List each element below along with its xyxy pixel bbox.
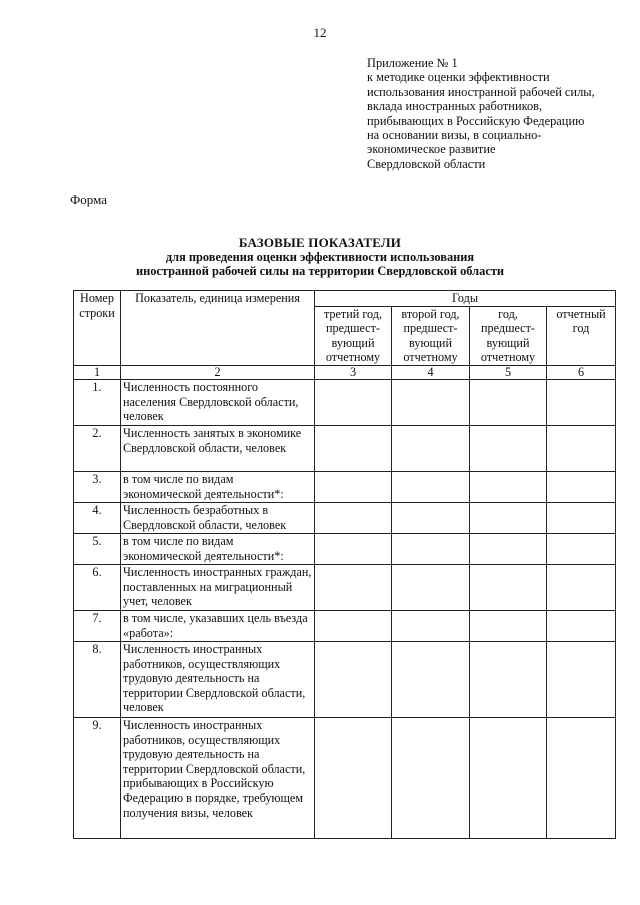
row-label: Численность безработных в Свердловской области, человек [121,502,315,533]
row-number: 3. [74,471,121,502]
table-row [74,379,616,425]
row-label: Численность занятых в экономике Свердловской области, человек [121,425,315,471]
value-cell [315,641,392,717]
row-label: Численность иностранных работников, осуществляющих трудовую деятельность на территории Свердловской области, человек [121,641,315,717]
table-row [74,425,616,471]
table-row [74,502,616,533]
appendix-line: прибывающих в Российскую Федерацию [367,113,585,128]
column-number: 4 [392,365,470,379]
appendix-line: вклада иностранных работников, [367,99,543,114]
value-cell [470,471,547,502]
row-number: 7. [74,610,121,641]
row-label: в том числе по видам экономической деятельности*: [121,471,315,502]
value-cell [547,533,616,564]
row-label: в том числе по видам экономической деятельности*: [121,533,315,564]
value-cell [392,425,470,471]
page-number: 12 [313,25,327,40]
appendix-line: Приложение № 1 [367,56,458,70]
form-label: Форма [70,192,107,207]
header-row [74,291,616,307]
appendix-note [367,56,627,171]
value-cell [470,717,547,838]
header-row-number: Номер строки [74,291,121,366]
value-cell [315,717,392,838]
value-cell [470,564,547,610]
value-cell [470,502,547,533]
row-number: 2. [74,425,121,471]
column-number: 5 [470,365,547,379]
value-cell [392,502,470,533]
value-cell [547,379,616,425]
column-number: 3 [315,365,392,379]
value-cell [315,425,392,471]
appendix-line: к методике оценки эффективности [367,70,550,85]
value-cell [547,610,616,641]
value-cell [315,502,392,533]
row-number: 8. [74,641,121,717]
row-label: Численность постоянного населения Свердловской области, человек [121,379,315,425]
table-row [74,641,616,717]
appendix-line: на основании визы, в социально- [367,128,542,143]
table-row [74,717,616,838]
value-cell [470,610,547,641]
value-cell [470,641,547,717]
appendix-line: использования иностранной рабочей силы, [367,84,595,99]
row-number: 1. [74,379,121,425]
header-indicator: Показатель, единица измерения [121,291,315,366]
column-number: 2 [121,365,315,379]
row-label: в том числе, указавших цель въезда «работа»: [121,610,315,641]
value-cell [315,379,392,425]
value-cell [547,717,616,838]
value-cell [392,641,470,717]
row-number: 4. [74,502,121,533]
appendix-line: Свердловской области [367,156,486,171]
value-cell [392,564,470,610]
value-cell [392,471,470,502]
table-row [74,610,616,641]
header-year-3-prior: третий год, предшест- вующий отчетному [315,306,392,365]
column-number-row [74,365,616,379]
value-cell [547,502,616,533]
value-cell [392,717,470,838]
value-cell [315,564,392,610]
title-main: БАЗОВЫЕ ПОКАЗАТЕЛИ [238,235,402,250]
header-reporting-year: отчетный год [547,306,616,365]
value-cell [315,533,392,564]
row-number: 6. [74,564,121,610]
title-line-3: иностранной рабочей силы на территории Свердловской области [135,264,505,278]
value-cell [547,564,616,610]
value-cell [392,533,470,564]
header-years: Годы [315,291,616,307]
value-cell [547,471,616,502]
value-cell [392,379,470,425]
row-label: Численность иностранных работников, осуществляющих трудовую деятельность на территории Свердловской области, прибывающих в Российскую Федерацию в порядке, требующем получения визы, человек [121,717,315,838]
value-cell [547,641,616,717]
appendix-line: экономическое развитие [367,142,496,157]
header-year-2-prior: второй год, предшест- вующий отчетному [392,306,470,365]
row-number: 5. [74,533,121,564]
indicators-table [73,290,616,839]
column-number: 6 [547,365,616,379]
value-cell [315,610,392,641]
row-number: 9. [74,717,121,838]
title-line-2: для проведения оценки эффективности использования [165,250,475,264]
column-number: 1 [74,365,121,379]
value-cell [392,610,470,641]
value-cell [470,533,547,564]
value-cell [470,425,547,471]
table-row [74,533,616,564]
value-cell [470,379,547,425]
header-year-1-prior: год, предшест- вующий отчетному [470,306,547,365]
table-row [74,471,616,502]
value-cell [547,425,616,471]
row-label: Численность иностранных граждан, поставленных на миграционный учет, человек [121,564,315,610]
document-title [0,236,640,278]
table-row [74,564,616,610]
value-cell [315,471,392,502]
